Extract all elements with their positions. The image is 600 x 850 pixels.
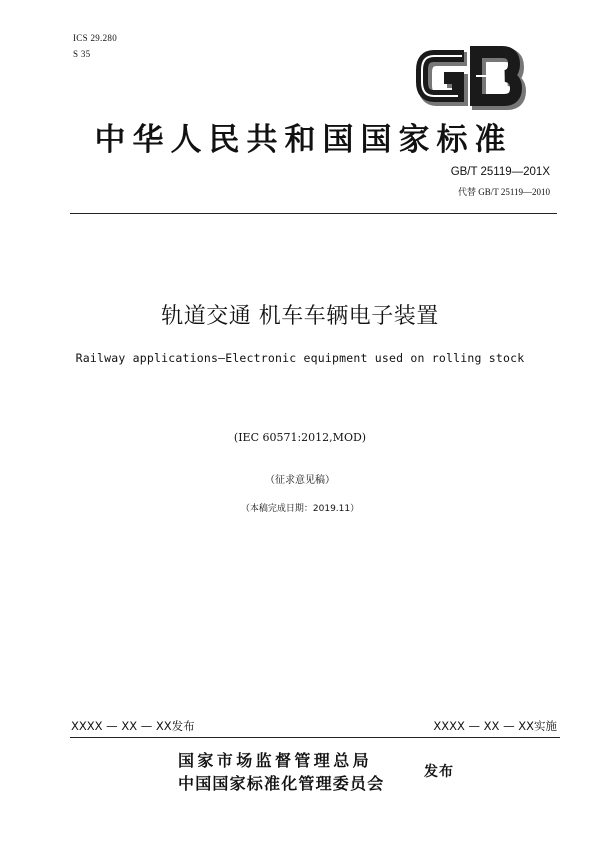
ccs-code: S 35 <box>73 49 91 59</box>
issue-date: XXXX — XX — XX发布 <box>71 719 195 733</box>
iec-reference: (IEC 60571:2012,MOD) <box>233 431 367 444</box>
issuer-samr: 国家市场监督管理总局 <box>178 751 373 770</box>
publish-label: 发布 <box>424 764 454 780</box>
document-title-en: Railway applications—Electronic equipment used on rolling stock <box>75 351 525 365</box>
gb-logo <box>412 42 530 112</box>
national-standard-title: 中华人民共和国国家标准 <box>94 122 513 158</box>
implementation-date: XXXX — XX — XX实施 <box>433 719 557 733</box>
ics-code: ICS 29.280 <box>73 33 118 43</box>
standard-number: GB/T 25119—201X <box>450 166 550 178</box>
document-title-cn: 轨道交通 机车车辆电子装置 <box>161 304 439 329</box>
replaces-standard: 代替 GB/T 25119—2010 <box>457 187 550 197</box>
draft-label: （征求意见稿） <box>265 475 335 486</box>
issuer-sac: 中国国家标准化管理委员会 <box>178 774 385 793</box>
draft-date: （本稿完成日期：2019.11） <box>240 504 360 514</box>
header-divider <box>70 213 557 214</box>
footer-divider <box>70 737 560 738</box>
